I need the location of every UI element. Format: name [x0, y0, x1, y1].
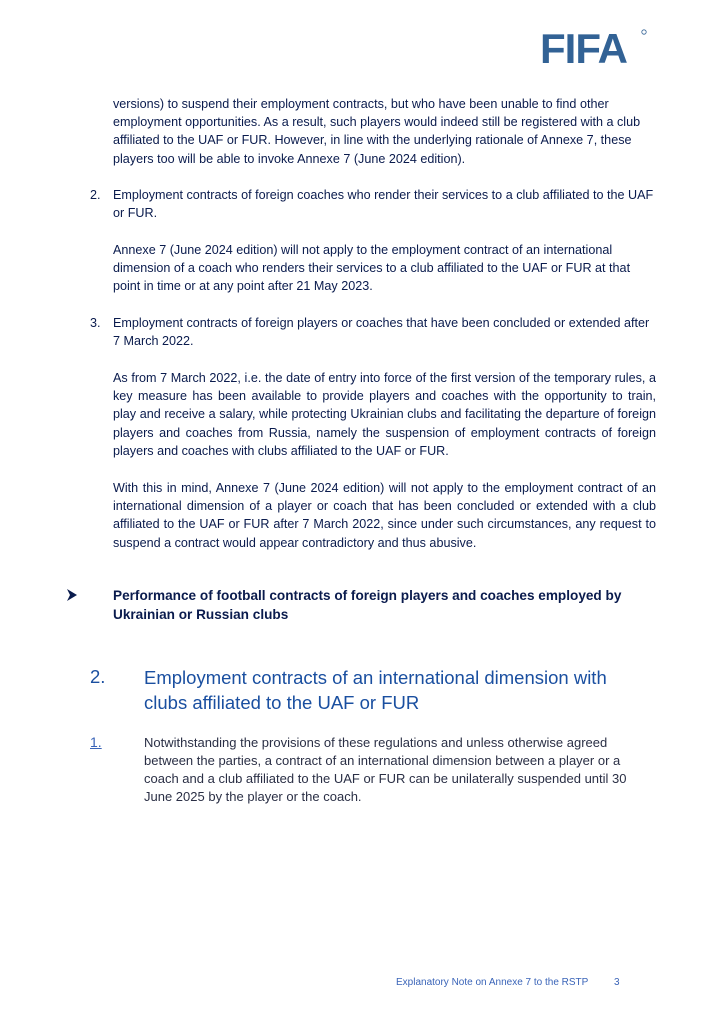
- item-heading: Employment contracts of foreign players or coaches that have been concluded or extended after 7 March 2022.: [113, 316, 650, 349]
- item-number: 2.: [90, 188, 101, 202]
- excerpt-section-title: Employment contracts of an international dimension with clubs affiliated to the UAF or FUR: [144, 667, 607, 713]
- fifa-logo-icon: [540, 26, 652, 70]
- excerpt-sub-text: Notwithstanding the provisions of these regulations and unless otherwise agreed between the parties, a contract of an international dimension between a player or a coach and a club affiliated to the UAF or FUR can be unilaterally suspended until 30 June 2025 by the player or the coach.: [144, 735, 627, 804]
- item-heading: Employment contracts of foreign coaches who render their services to a club affiliated to the UAF or FUR.: [113, 188, 654, 221]
- excerpt-section-number: 2.: [90, 666, 106, 687]
- arrow-bullet-icon: [66, 588, 78, 607]
- fifa-logo: [540, 26, 652, 75]
- footer-title: Explanatory Note on Annexe 7 to the RSTP: [396, 977, 589, 988]
- item-number: 3.: [90, 316, 101, 330]
- continuation-paragraph: versions) to suspend their employment contracts, but who have been unable to find other employment opportunities. As a result, such players would indeed still be registered with a club affiliated to the UAF or FUR. However, in line with the underlying rationale of Annexe 7, these players too will be able to invoke Annexe 7 (June 2024 edition).: [113, 97, 641, 166]
- bullet-heading: Performance of football contracts of foreign players and coaches employed by Ukrainian or Russian clubs: [113, 588, 622, 622]
- item-paragraph: Annexe 7 (June 2024 edition) will not apply to the employment contract of an international dimension of a coach who renders their services to a club affiliated to the UAF or FUR at that point in time or at any point after 21 May 2023.: [113, 243, 631, 294]
- logo-text: FIFA: [540, 26, 627, 70]
- item-paragraph: With this in mind, Annexe 7 (June 2024 edition) will not apply to the employment contract of an international dimension of a player or coach that has been concluded or extended with a club affiliated to the UAF or FUR after 7 March 2022, since under such circumstances, any request to suspend a contract would appear contradictory and thus abusive.: [113, 481, 656, 550]
- excerpt-sub-number: 1.: [90, 734, 102, 750]
- item-paragraph: As from 7 March 2022, i.e. the date of entry into force of the first version of the temporary rules, a key measure has been available to provide players and coaches with the opportunity to train, play and receive a salary, while protecting Ukrainian clubs and facilitating the departure of foreign players and coaches from Russia, namely the suspension of employment contracts of foreign players and coaches with clubs affiliated to the UAF or FUR.: [113, 371, 656, 458]
- page-number: 3: [614, 977, 620, 988]
